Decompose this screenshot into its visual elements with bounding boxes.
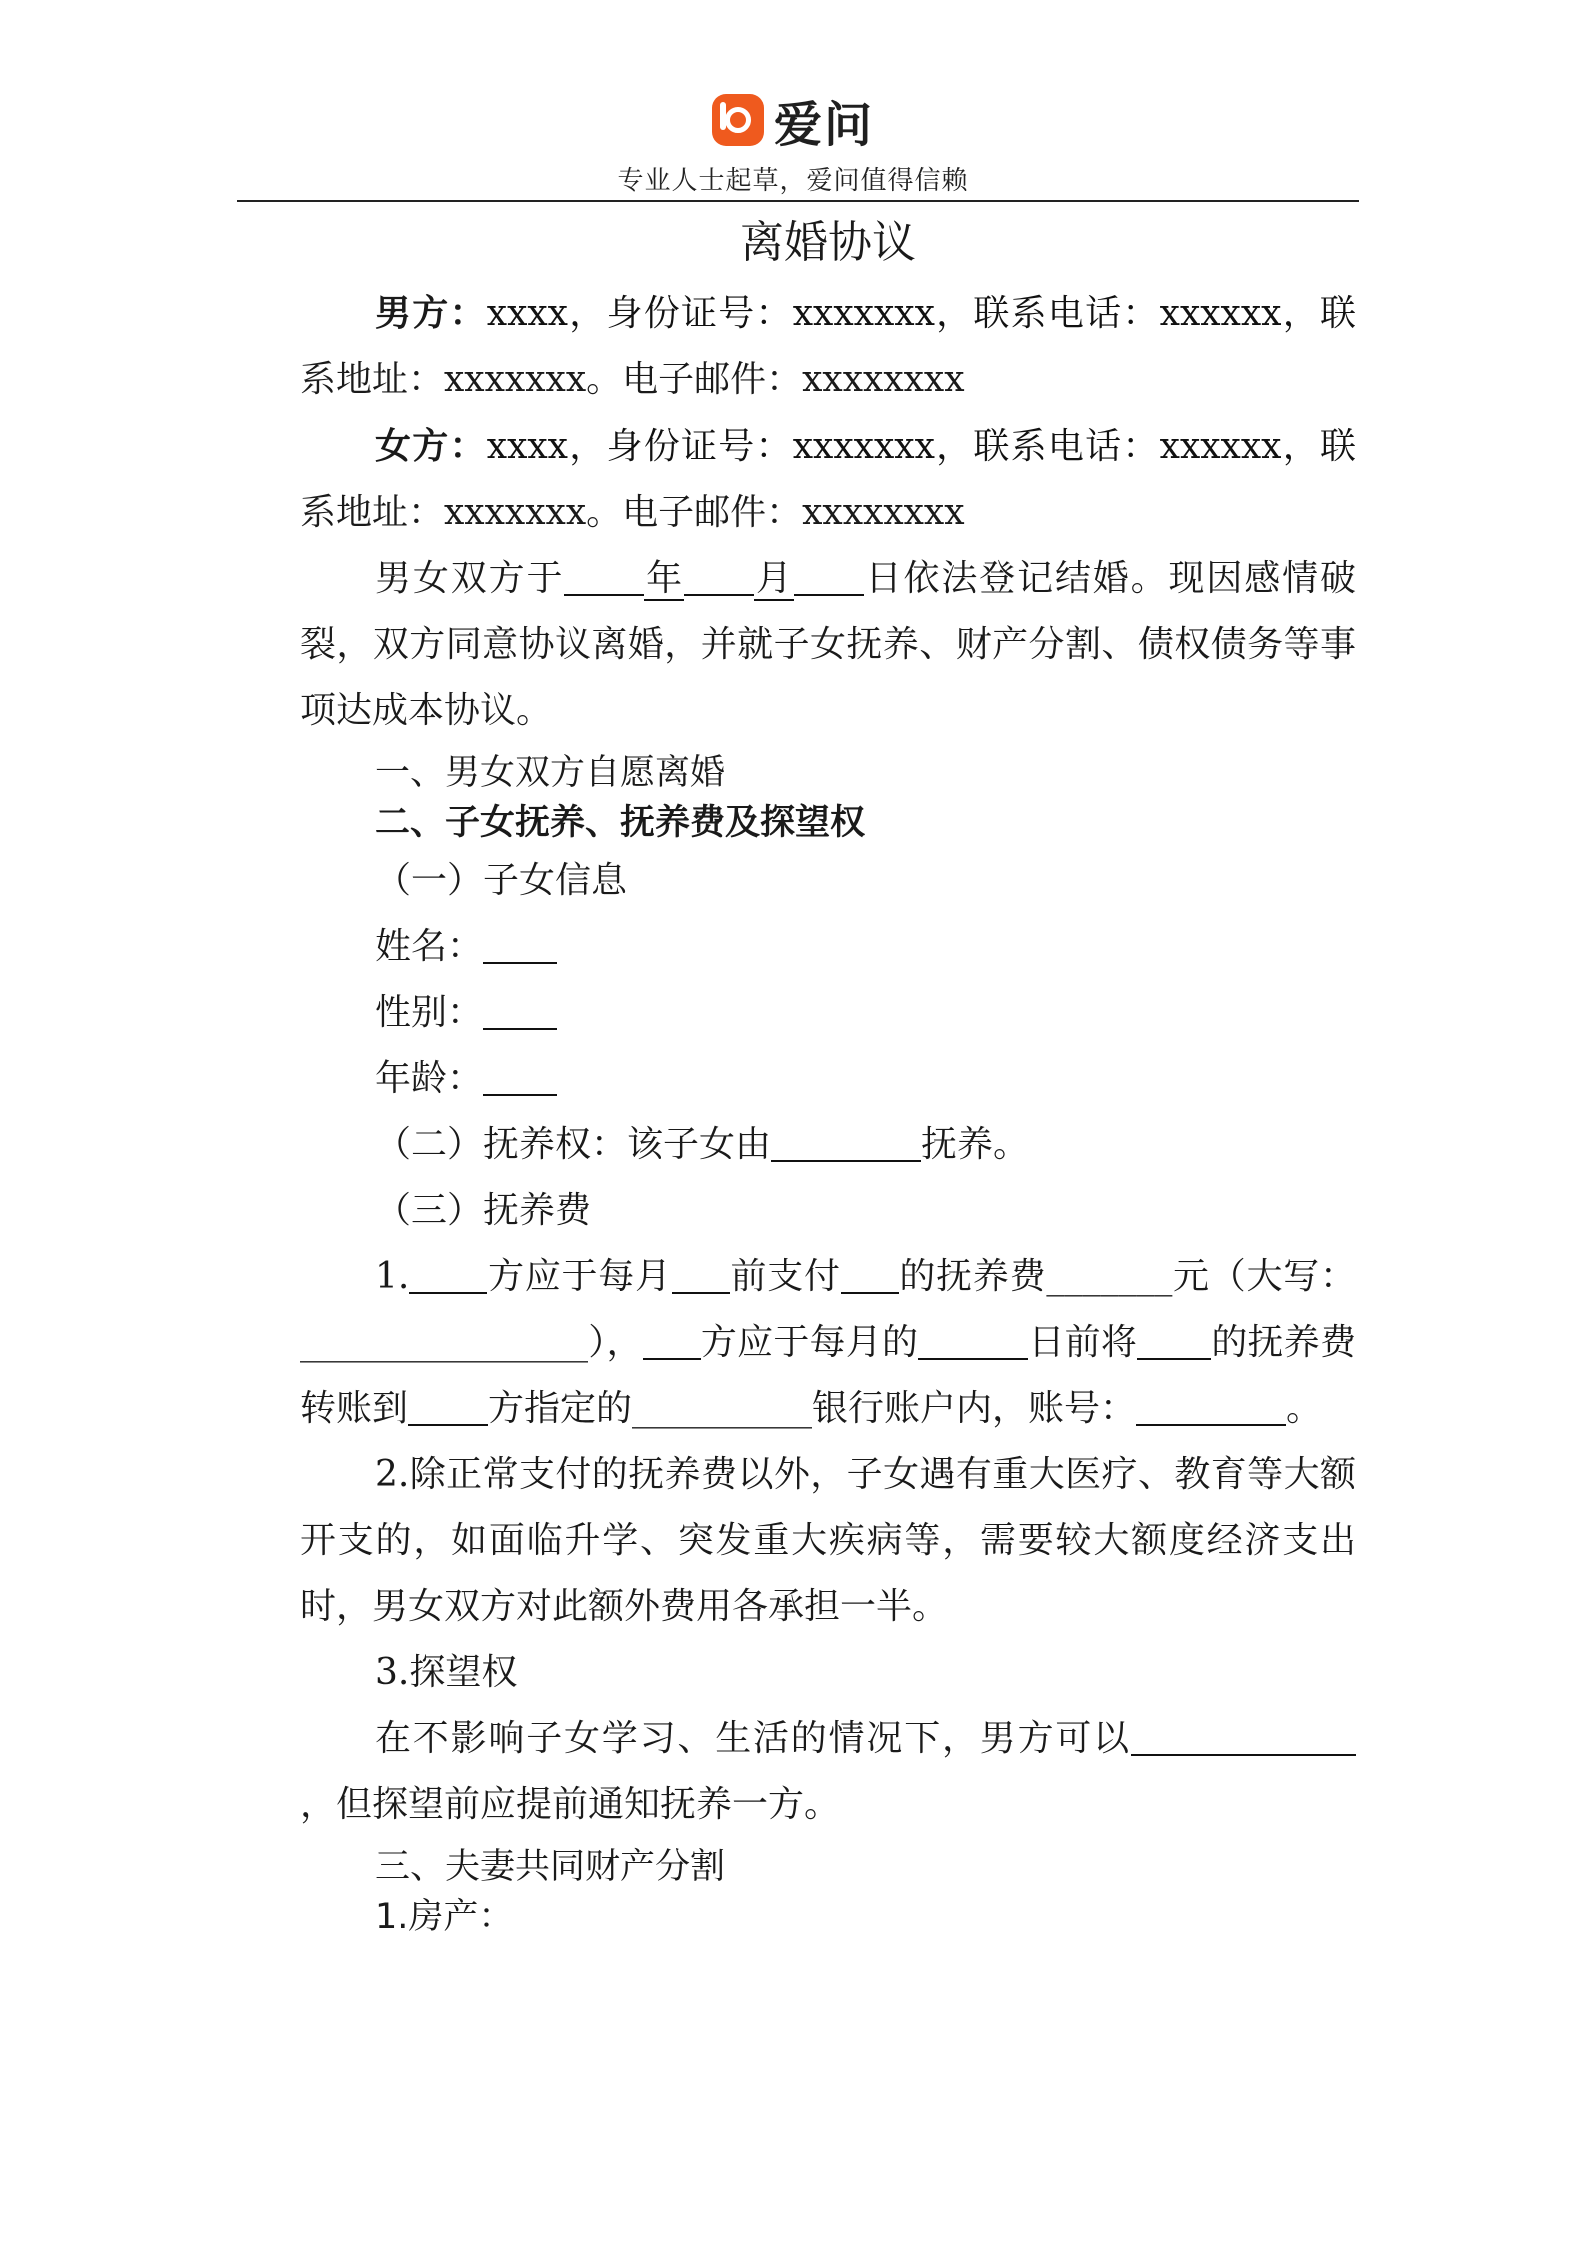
account-blank bbox=[1136, 1390, 1286, 1426]
child-name-line: 姓名： bbox=[300, 914, 1356, 980]
day-blank bbox=[794, 560, 864, 596]
male-party: 男方：xxxx，身份证号：xxxxxxx，联系电话：xxxxxx，联系地址：xxxxxxx。电子邮件：xxxxxxxx bbox=[300, 292, 1356, 400]
child-name-blank bbox=[483, 928, 557, 964]
month-blank bbox=[684, 560, 754, 596]
custodian-blank bbox=[771, 1126, 921, 1162]
visitation-blank bbox=[1131, 1720, 1356, 1756]
marriage-intro: 男女双方于 年 月 日依法登记结婚。现因感情破裂，双方同意协议离婚，并就子女抚养、财产分割、债权债务等事项达成本协议。 bbox=[300, 558, 1356, 731]
aiwen-logo-icon bbox=[712, 94, 764, 146]
tagline: 专业人士起草，爱问值得信赖 bbox=[617, 166, 969, 196]
child-age-blank bbox=[483, 1060, 557, 1096]
section-3-heading: 三、夫妻共同财产分割 bbox=[375, 1847, 726, 1887]
brand-name: 爱问 bbox=[773, 96, 874, 153]
page-header bbox=[0, 90, 1586, 197]
extra-expense-clause: 2.除正常支付的抚养费以外，子女遇有重大医疗、教育等大额开支的，如面临升学、突发重大疾病等，需要较大额度经济支出时，男女双方对此额外费用各承担一半。 bbox=[300, 1454, 1356, 1627]
child-age-line: 年龄： bbox=[300, 1046, 1356, 1112]
child-info-heading: （一）子女信息 bbox=[375, 860, 628, 901]
brand-logo bbox=[0, 90, 1586, 153]
section-2-heading: 二、子女抚养、抚养费及探望权 bbox=[375, 803, 866, 843]
child-gender-line: 性别： bbox=[300, 980, 1356, 1046]
visitation-heading: 3.探望权 bbox=[375, 1652, 518, 1693]
property-house-line: 1.房产： bbox=[375, 1897, 514, 1937]
visitation-clause: 在不影响子女学习、生活的情况下，男方可以，但探望前应提前通知抚养一方。 bbox=[300, 1706, 1356, 1838]
support-fee-clause: 1. 方应于每月 前支付 的抚养费_______元（大写：________________）， 方应于每月的 日前将 的抚养费转账到 方指定的__________银行账户内，账号： 。 bbox=[300, 1256, 1356, 1429]
page-title: 离婚协议 bbox=[740, 217, 916, 268]
year-blank bbox=[564, 560, 644, 596]
document-body bbox=[300, 200, 1356, 1942]
support-fee-heading: （三）抚养费 bbox=[375, 1190, 592, 1231]
section-1-heading: 一、男女双方自愿离婚 bbox=[375, 753, 726, 793]
child-gender-blank bbox=[483, 994, 557, 1030]
female-party: 女方：xxxx，身份证号：xxxxxxx，联系电话：xxxxxx，联系地址：xxxxxxx。电子邮件：xxxxxxxx bbox=[300, 425, 1356, 533]
custody-line: （二）抚养权：该子女由 抚养。 bbox=[375, 1124, 1030, 1165]
